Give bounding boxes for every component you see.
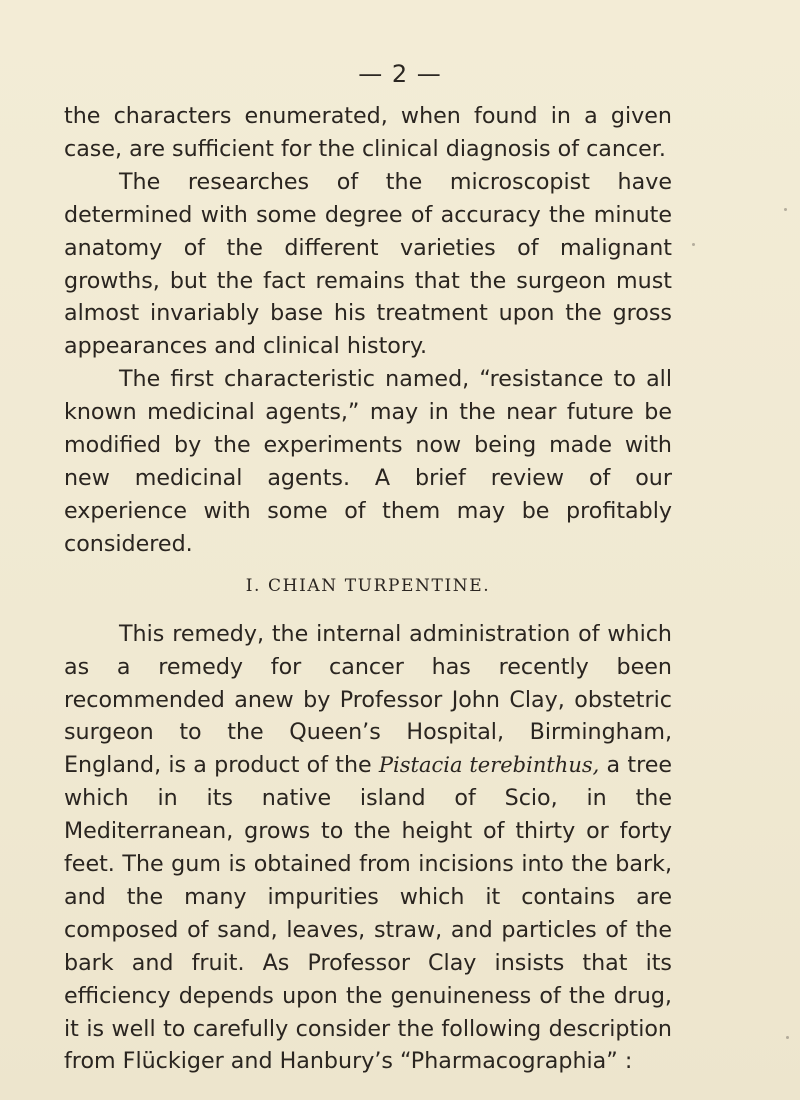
species-name: Pistacia terebinthus,: [378, 753, 600, 778]
page-number: — 2 —: [358, 60, 442, 88]
paper-speck: [786, 1036, 789, 1039]
page-body: [64, 100, 672, 1078]
paragraph-1: the characters enumerated, when found in a given case, are sufficient for the clinical diagnosis of cancer.: [64, 103, 672, 162]
section-heading: I. CHIAN TURPENTINE.: [245, 575, 491, 596]
paragraph-4-text-end: a tree which in its native island of Scio, in the Mediterranean, grows to the height of thirty or forty feet. The gum is obtained from incisions into the bark, and the many impurities which it contains are composed of sand, leaves, straw, and particles of the bark and fruit. As Professor Clay insists that its efficiency depends upon the genuineness of the drug, it is well to carefully consider the following description from Flückiger and Hanbury’s “Pharmacographia” :: [64, 752, 672, 1075]
paper-speck: [784, 208, 787, 211]
paragraph-2: The researches of the microscopist have determined with some degree of accuracy the minute anatomy of the different varieties of malignant growths, but the fact remains that the surgeon must almost invariably base his treatment upon the gross appearances and clinical history.: [64, 168, 672, 360]
paragraph-4-text-start: This remedy, the internal administration of which as a remedy for cancer has recently been recommended anew by Professor John Clay, obstetric surgeon to the Queen’s Hospital, Birmingham, England, is a product of the: [64, 620, 672, 779]
paper-speck: [692, 243, 695, 246]
paragraph-3: The first characteristic named, “resistance to all known medicinal agents,” may in the near future be modified by the experiments now being made with new medicinal agents. A brief review of our experience with some of them may be profitably considered.: [64, 366, 672, 557]
paragraph-4: [64, 618, 672, 1079]
